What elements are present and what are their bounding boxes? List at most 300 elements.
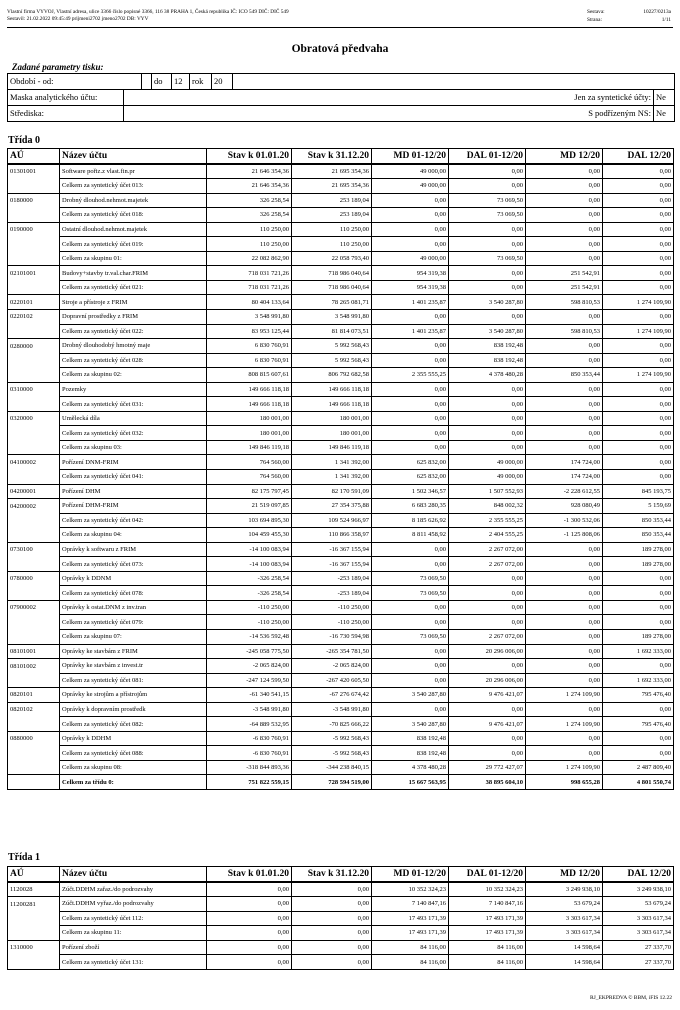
value-dal-month: 850 353,44 — [603, 528, 674, 543]
value-dal-year: 84 116,00 — [449, 955, 526, 970]
value-start: -3 548 991,80 — [207, 702, 292, 717]
value-end: 78 265 081,71 — [292, 295, 372, 310]
centers-label: Střediska: — [10, 108, 44, 118]
value-md-year: 0,00 — [372, 542, 449, 557]
value-end: -2 065 824,00 — [292, 659, 372, 674]
value-dal-year: 2 267 072,00 — [449, 630, 526, 645]
value-end: -110 250,00 — [292, 600, 372, 615]
value-start: -326 258,54 — [207, 586, 292, 601]
value-start: 103 694 895,30 — [207, 513, 292, 528]
value-md-month: 0,00 — [526, 251, 603, 266]
value-end: -16 367 155,94 — [292, 557, 372, 572]
value-dal-month: 0,00 — [603, 455, 674, 470]
account-row — [8, 571, 674, 586]
col-header-name: Název účtu — [60, 867, 207, 883]
subtotal-row — [8, 673, 674, 688]
value-end: 728 594 519,00 — [292, 775, 372, 790]
account-name: Pořízení DHM — [60, 484, 207, 499]
params-heading: Zadané parametry tisku: — [12, 62, 104, 72]
value-dal-month: 1 274 109,90 — [603, 368, 674, 383]
account-name: Stroje a přístroje z FRIM — [60, 295, 207, 310]
value-end: 5 992 568,43 — [292, 339, 372, 354]
value-start: 6 830 760,91 — [207, 339, 292, 354]
account-code: 08101002 — [8, 659, 60, 674]
value-end: 3 548 991,80 — [292, 309, 372, 324]
value-md-year: 0,00 — [372, 353, 449, 368]
value-md-month: 0,00 — [526, 164, 603, 179]
value-start: 21 646 354,36 — [207, 179, 292, 194]
value-end: -3 548 991,80 — [292, 702, 372, 717]
account-name: Pořízení zboží — [60, 940, 207, 955]
account-code — [8, 926, 60, 941]
value-md-year: 0,00 — [372, 600, 449, 615]
value-md-month: 0,00 — [526, 542, 603, 557]
account-name: Dopravní prostředky z FRIM — [60, 309, 207, 324]
value-end: -5 992 568,43 — [292, 731, 372, 746]
account-name: Celkem za syntetický účet 112: — [60, 911, 207, 926]
account-name: Oprávky k ostat.DNM z inv.tran — [60, 600, 207, 615]
value-dal-year: 1 507 552,93 — [449, 484, 526, 499]
value-dal-month: 2 487 809,40 — [603, 760, 674, 775]
value-dal-year: 2 355 555,25 — [449, 513, 526, 528]
value-md-month: 174 724,00 — [526, 455, 603, 470]
value-md-month: 0,00 — [526, 208, 603, 223]
value-dal-month: 845 193,75 — [603, 484, 674, 499]
value-dal-month: 795 476,40 — [603, 717, 674, 732]
value-dal-year: 10 352 324,23 — [449, 882, 526, 897]
value-md-year: 15 667 563,95 — [372, 775, 449, 790]
account-name: Budovy+stavby tr.val.char.FRIM — [60, 266, 207, 281]
value-md-month: 14 598,64 — [526, 955, 603, 970]
account-code — [8, 630, 60, 645]
value-md-year: 0,00 — [372, 309, 449, 324]
value-dal-year: 838 192,48 — [449, 353, 526, 368]
account-code — [8, 324, 60, 339]
value-dal-month: 1 692 333,00 — [603, 673, 674, 688]
account-code: 08101001 — [8, 644, 60, 659]
account-row — [8, 484, 674, 499]
value-start: 110 250,00 — [207, 237, 292, 252]
value-dal-year: 29 772 427,07 — [449, 760, 526, 775]
value-md-year: 8 811 458,92 — [372, 528, 449, 543]
value-dal-month: 0,00 — [603, 164, 674, 179]
account-name: Celkem za syntetický účet 082: — [60, 717, 207, 732]
value-md-month: 0,00 — [526, 426, 603, 441]
account-code: 0320000 — [8, 411, 60, 426]
account-name: Celkem za skupinu 08: — [60, 760, 207, 775]
value-start: 718 031 721,26 — [207, 266, 292, 281]
value-end: -110 250,00 — [292, 615, 372, 630]
subtotal-row — [8, 368, 674, 383]
col-header-md-month: MD 12/20 — [526, 867, 603, 883]
value-end: 27 354 375,88 — [292, 499, 372, 514]
account-code — [8, 717, 60, 732]
value-end: -5 992 568,43 — [292, 746, 372, 761]
value-dal-year: 49 000,00 — [449, 469, 526, 484]
value-start: -14 100 083,94 — [207, 542, 292, 557]
value-md-month: 0,00 — [526, 222, 603, 237]
value-dal-year: 73 069,50 — [449, 208, 526, 223]
account-name: Celkem za syntetický účet 073: — [60, 557, 207, 572]
account-row — [8, 193, 674, 208]
value-dal-month: 0,00 — [603, 440, 674, 455]
account-name: Celkem za syntetický účet 013: — [60, 179, 207, 194]
account-code — [8, 280, 60, 295]
subtotal-row — [8, 630, 674, 645]
year-value: 20 — [211, 74, 233, 89]
account-row — [8, 499, 674, 514]
class-1-table — [7, 866, 674, 970]
value-start: 808 815 607,61 — [207, 368, 292, 383]
value-start: -14 100 083,94 — [207, 557, 292, 572]
account-row — [8, 222, 674, 237]
value-start: 21 646 354,36 — [207, 164, 292, 179]
value-dal-year: 4 378 480,28 — [449, 368, 526, 383]
value-md-month: 3 303 617,34 — [526, 926, 603, 941]
value-dal-year: 0,00 — [449, 179, 526, 194]
account-name: Celkem za skupinu 02: — [60, 368, 207, 383]
subtotal-row — [8, 528, 674, 543]
value-md-month: 0,00 — [526, 659, 603, 674]
value-md-month: 0,00 — [526, 397, 603, 412]
value-md-month: 0,00 — [526, 615, 603, 630]
value-start: 180 001,00 — [207, 411, 292, 426]
value-md-month: 251 542,91 — [526, 280, 603, 295]
class-0-table — [7, 148, 674, 790]
value-start: 0,00 — [207, 926, 292, 941]
value-end: -253 189,04 — [292, 571, 372, 586]
value-end: -267 420 605,50 — [292, 673, 372, 688]
value-md-year: 4 378 480,28 — [372, 760, 449, 775]
account-name: Celkem za syntetický účet 019: — [60, 237, 207, 252]
subtotal-row — [8, 397, 674, 412]
value-end: -253 189,04 — [292, 586, 372, 601]
value-start: 326 258,54 — [207, 193, 292, 208]
value-dal-year: 0,00 — [449, 746, 526, 761]
value-start: -326 258,54 — [207, 571, 292, 586]
subtotal-row — [8, 760, 674, 775]
value-md-month: 0,00 — [526, 600, 603, 615]
value-start: 3 548 991,80 — [207, 309, 292, 324]
value-md-month: 0,00 — [526, 702, 603, 717]
value-md-month: 0,00 — [526, 353, 603, 368]
value-dal-year: 0,00 — [449, 164, 526, 179]
value-end: -16 730 594,98 — [292, 630, 372, 645]
value-md-year: 625 832,00 — [372, 455, 449, 470]
value-end: 149 846 119,18 — [292, 440, 372, 455]
account-name: Oprávky k dopravním prostředk — [60, 702, 207, 717]
value-dal-year: 0,00 — [449, 411, 526, 426]
subtotal-row — [8, 324, 674, 339]
account-row — [8, 295, 674, 310]
value-md-month: 598 810,53 — [526, 295, 603, 310]
value-dal-year: 3 540 287,80 — [449, 295, 526, 310]
value-md-year: 8 185 626,92 — [372, 513, 449, 528]
value-end: 0,00 — [292, 926, 372, 941]
value-start: 0,00 — [207, 955, 292, 970]
value-end: 718 986 040,64 — [292, 280, 372, 295]
value-dal-month: 0,00 — [603, 280, 674, 295]
account-name: Drobný dlouhodobý hmotný maje — [60, 339, 207, 354]
value-md-month: 0,00 — [526, 237, 603, 252]
account-name: Pořízení DHM-FRIM — [60, 499, 207, 514]
value-end: 253 189,04 — [292, 193, 372, 208]
value-md-month: 0,00 — [526, 731, 603, 746]
value-start: -110 250,00 — [207, 600, 292, 615]
synthetic-only-label: Jen za syntetické účty: — [574, 92, 651, 102]
col-header-dal-month: DAL 12/20 — [603, 867, 674, 883]
value-md-year: 1 502 346,57 — [372, 484, 449, 499]
account-code — [8, 557, 60, 572]
value-md-year: 625 832,00 — [372, 469, 449, 484]
account-row — [8, 600, 674, 615]
value-md-year: 73 069,50 — [372, 571, 449, 586]
value-end: 180 001,00 — [292, 411, 372, 426]
value-end: 81 814 073,51 — [292, 324, 372, 339]
account-row — [8, 411, 674, 426]
params-row-mask — [8, 90, 674, 106]
value-dal-year: 0,00 — [449, 571, 526, 586]
value-md-year: 6 683 280,35 — [372, 499, 449, 514]
value-md-year: 0,00 — [372, 222, 449, 237]
value-end: 22 058 793,40 — [292, 251, 372, 266]
value-md-month: 251 542,91 — [526, 266, 603, 281]
value-dal-year: 2 404 555,25 — [449, 528, 526, 543]
value-start: 149 666 118,18 — [207, 397, 292, 412]
account-name: Celkem za syntetický účet 078: — [60, 586, 207, 601]
value-dal-year: 49 000,00 — [449, 455, 526, 470]
value-end: 110 866 358,97 — [292, 528, 372, 543]
subtotal-row — [8, 426, 674, 441]
value-md-month: 1 274 109,90 — [526, 760, 603, 775]
class-1-title: Třída 1 — [8, 852, 40, 863]
value-md-year: 0,00 — [372, 644, 449, 659]
value-md-year: 0,00 — [372, 426, 449, 441]
account-code: 0780000 — [8, 571, 60, 586]
value-dal-month: 189 278,00 — [603, 557, 674, 572]
value-md-year: 49 000,00 — [372, 251, 449, 266]
value-md-year: 3 540 287,80 — [372, 717, 449, 732]
value-dal-month: 0,00 — [603, 309, 674, 324]
value-md-month: 598 810,53 — [526, 324, 603, 339]
account-row — [8, 688, 674, 703]
value-start: 104 459 455,30 — [207, 528, 292, 543]
value-dal-year: 84 116,00 — [449, 940, 526, 955]
value-md-year: 0,00 — [372, 193, 449, 208]
do-label: do — [151, 74, 171, 89]
account-code: 0220101 — [8, 295, 60, 310]
account-code — [8, 746, 60, 761]
value-end: 253 189,04 — [292, 208, 372, 223]
value-end: -344 238 840,15 — [292, 760, 372, 775]
value-md-year: 10 352 324,23 — [372, 882, 449, 897]
report-footer: RJ_EKPREDVA © BBM, iFIS 12.22 — [589, 995, 672, 1001]
value-start: 0,00 — [207, 897, 292, 912]
value-end: 82 170 591,09 — [292, 484, 372, 499]
account-code: 0180000 — [8, 193, 60, 208]
account-row — [8, 164, 674, 179]
table-header-row — [8, 149, 674, 165]
account-name: Celkem za syntetický účet 028: — [60, 353, 207, 368]
account-name: Umělecká díla — [60, 411, 207, 426]
value-dal-year: 0,00 — [449, 222, 526, 237]
period-from-value — [141, 74, 151, 89]
value-md-month: 0,00 — [526, 673, 603, 688]
subtotal-row — [8, 440, 674, 455]
value-dal-month: 0,00 — [603, 222, 674, 237]
mask-value — [123, 90, 552, 105]
value-start: -6 830 760,91 — [207, 746, 292, 761]
account-name: Zúčt.DDHM vyřaz./do podrozvahy — [60, 897, 207, 912]
value-md-year: 3 540 287,80 — [372, 688, 449, 703]
value-dal-month: 53 679,24 — [603, 897, 674, 912]
account-name: Pořízení DNM-FRIM — [60, 455, 207, 470]
subtotal-row — [8, 717, 674, 732]
subtotal-row — [8, 513, 674, 528]
account-name: Oprávky ke stavbám z FRIM — [60, 644, 207, 659]
value-md-year: 2 355 555,25 — [372, 368, 449, 383]
value-md-month: 928 080,49 — [526, 499, 603, 514]
account-name: Celkem za skupinu 11: — [60, 926, 207, 941]
value-start: 180 001,00 — [207, 426, 292, 441]
account-code — [8, 440, 60, 455]
value-md-year: 0,00 — [372, 208, 449, 223]
value-end: 21 695 354,36 — [292, 164, 372, 179]
value-dal-month: 0,00 — [603, 208, 674, 223]
value-dal-year: 7 140 847,16 — [449, 897, 526, 912]
value-start: 6 830 760,91 — [207, 353, 292, 368]
account-code — [8, 469, 60, 484]
account-code — [8, 673, 60, 688]
value-dal-month: 0,00 — [603, 237, 674, 252]
account-code — [8, 208, 60, 223]
value-dal-month: 3 303 617,34 — [603, 926, 674, 941]
value-dal-year: 0,00 — [449, 237, 526, 252]
subtotal-row — [8, 237, 674, 252]
account-name: Celkem za syntetický účet 021: — [60, 280, 207, 295]
account-code: 04200002 — [8, 499, 60, 514]
value-dal-year: 838 192,48 — [449, 339, 526, 354]
value-dal-month: 0,00 — [603, 397, 674, 412]
value-md-month: 0,00 — [526, 193, 603, 208]
subtotal-row — [8, 926, 674, 941]
value-start: 110 250,00 — [207, 222, 292, 237]
account-code: 0190000 — [8, 222, 60, 237]
value-end: 149 666 118,18 — [292, 397, 372, 412]
value-dal-month: 0,00 — [603, 659, 674, 674]
value-dal-month: 0,00 — [603, 426, 674, 441]
value-dal-year: 2 267 072,00 — [449, 542, 526, 557]
value-end: 110 250,00 — [292, 222, 372, 237]
account-row — [8, 266, 674, 281]
value-end: 1 341 392,00 — [292, 469, 372, 484]
value-end: -16 367 155,94 — [292, 542, 372, 557]
value-md-month: 0,00 — [526, 179, 603, 194]
value-md-month: 53 679,24 — [526, 897, 603, 912]
value-dal-month: 0,00 — [603, 179, 674, 194]
account-code: 07900002 — [8, 600, 60, 615]
value-dal-month: 0,00 — [603, 571, 674, 586]
value-start: 0,00 — [207, 911, 292, 926]
account-code: 0880000 — [8, 731, 60, 746]
month-value: 12 — [171, 74, 189, 89]
value-md-month: 0,00 — [526, 411, 603, 426]
account-name: Celkem za třídu 0: — [60, 775, 207, 790]
value-md-year: 84 116,00 — [372, 955, 449, 970]
account-code — [8, 397, 60, 412]
value-md-year: 17 493 171,39 — [372, 926, 449, 941]
mask-label: Maska analytického účtu: — [10, 92, 98, 102]
account-name: Celkem za syntetický účet 022: — [60, 324, 207, 339]
account-name: Celkem za syntetický účet 018: — [60, 208, 207, 223]
value-dal-year: 0,00 — [449, 702, 526, 717]
col-header-start: Stav k 01.01.20 — [207, 149, 292, 165]
account-name: Celkem za syntetický účet 042: — [60, 513, 207, 528]
account-code: 02101001 — [8, 266, 60, 281]
value-md-month: 0,00 — [526, 644, 603, 659]
value-md-year: 73 069,50 — [372, 586, 449, 601]
value-md-year: 838 192,48 — [372, 731, 449, 746]
account-code: 11200281 — [8, 897, 60, 912]
value-dal-year: 0,00 — [449, 266, 526, 281]
col-header-dal-year: DAL 01-12/20 — [449, 867, 526, 883]
value-md-month: 998 655,28 — [526, 775, 603, 790]
value-dal-year: 0,00 — [449, 426, 526, 441]
account-code: 0820101 — [8, 688, 60, 703]
value-start: 0,00 — [207, 882, 292, 897]
params-box — [7, 73, 675, 122]
account-row — [8, 702, 674, 717]
value-md-year: 0,00 — [372, 557, 449, 572]
report-value: 10227/0213a — [643, 9, 671, 15]
value-dal-year: 2 267 072,00 — [449, 557, 526, 572]
value-md-month: 0,00 — [526, 557, 603, 572]
value-md-month: -2 228 612,55 — [526, 484, 603, 499]
value-dal-year: 20 296 006,00 — [449, 644, 526, 659]
value-start: 751 822 559,15 — [207, 775, 292, 790]
value-dal-year: 20 296 006,00 — [449, 673, 526, 688]
params-row-centers — [8, 106, 674, 121]
value-dal-month: 0,00 — [603, 600, 674, 615]
account-name: Zúčt.DDHM zařaz./do podrozvahy — [60, 882, 207, 897]
account-code: 01301001 — [8, 164, 60, 179]
value-md-year: 73 069,50 — [372, 630, 449, 645]
value-dal-month: 3 249 938,10 — [603, 882, 674, 897]
value-md-month: 0,00 — [526, 440, 603, 455]
account-name: Celkem za syntetický účet 031: — [60, 397, 207, 412]
subtotal-row — [8, 469, 674, 484]
value-end: 149 666 118,18 — [292, 382, 372, 397]
header-company-line: Vlastní firma VYVOJ, Vlastní adresa, ulice 3366 číslo popisné 3366, 116 38 PRAHA 1, Česká republika IČ: ICO 549 DIČ: DIČ 549 — [7, 9, 289, 15]
value-md-month: 0,00 — [526, 309, 603, 324]
value-dal-year: 0,00 — [449, 731, 526, 746]
account-name: Oprávky ke strojům a přístrojům — [60, 688, 207, 703]
report-title: Obratová předvaha — [291, 43, 389, 55]
value-end: 806 792 682,58 — [292, 368, 372, 383]
account-code — [8, 237, 60, 252]
value-dal-month: 1 274 109,90 — [603, 295, 674, 310]
value-md-month: -1 125 808,06 — [526, 528, 603, 543]
value-start: 149 666 118,18 — [207, 382, 292, 397]
account-name: Oprávky k DDHM — [60, 731, 207, 746]
account-code: 0280000 — [8, 339, 60, 354]
col-header-au: AÚ — [8, 867, 60, 883]
header-divider — [7, 27, 673, 28]
col-header-end: Stav k 31.12.20 — [292, 149, 372, 165]
value-dal-year: 0,00 — [449, 615, 526, 630]
subtotal-row — [8, 251, 674, 266]
account-name: Software pořiz.z vlast.fin.pr — [60, 164, 207, 179]
